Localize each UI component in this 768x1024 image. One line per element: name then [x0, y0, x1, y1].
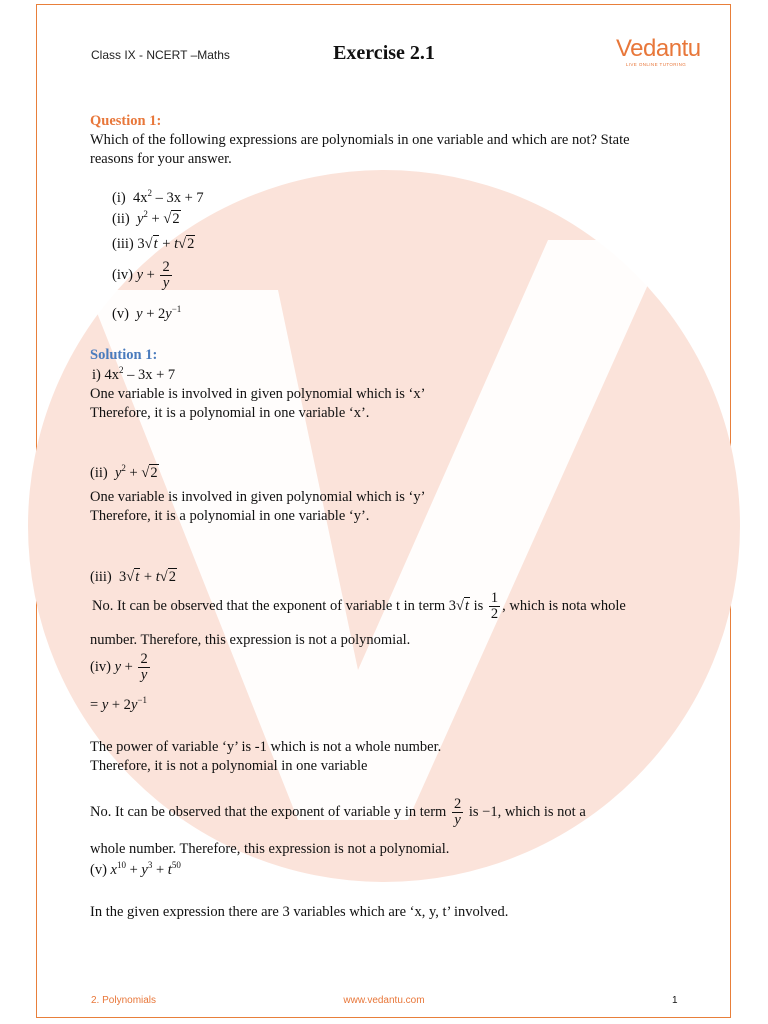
- question-heading: Question 1:: [90, 113, 162, 129]
- solution-part-iv-line-1: The power of variable ‘y’ is -1 which is not a whole number.: [90, 739, 442, 755]
- solution-part-iii-line-1: No. It can be observed that the exponent of variable t in term 3√t is $\frac{1}{2}$ , which is nota whole: [92, 590, 626, 622]
- solution-part-i-line-2: Therefore, it is a polynomial in one variable ‘x’.: [90, 405, 370, 421]
- solution-part-iii-line-2: number. Therefore, this expression is not a polynomial.: [90, 632, 411, 648]
- item-label: (ii): [112, 211, 130, 227]
- solution-part-iv-line-2: Therefore, it is not a polynomial in one variable: [90, 758, 368, 774]
- footer-chapter: 2. Polynomials: [91, 995, 157, 1006]
- item-label: (iii): [112, 236, 134, 252]
- question-item-v: (v) $y + 2y^{-1}$: [112, 304, 182, 322]
- question-item-iii: (iii) 3√t + t√2: [112, 236, 195, 252]
- footer-website-link[interactable]: www.vedantu.com: [343, 995, 425, 1006]
- solution-part-iv-line-3: No. It can be observed that the exponent of variable y in term $\frac{2}{y}$ is −1, which is not a: [90, 796, 586, 828]
- footer-page-number: 1: [672, 995, 678, 1006]
- solution-part-v-expr: (v) $x^{10} + y^3 + t^{50}$: [90, 860, 181, 878]
- item-label: (v): [112, 306, 129, 322]
- question-text-line-2: reasons for your answer.: [90, 151, 232, 167]
- solution-heading: Solution 1:: [90, 347, 158, 363]
- solution-part-iv-expr-2: = $y + 2y^{-1}$: [90, 695, 147, 713]
- item-label: (i): [112, 190, 126, 206]
- solution-part-i-line-1: One variable is involved in given polynomial which is ‘x’: [90, 386, 426, 402]
- question-item-ii: (ii) $y^2 + √2$: [112, 209, 180, 227]
- solution-part-iii-expr: (iii) 3√t + t√2: [90, 569, 176, 585]
- solution-part-iv-line-4: whole number. Therefore, this expression is not a polynomial.: [90, 841, 450, 857]
- question-text-line-1: Which of the following expressions are polynomials in one variable and which are not? State: [90, 132, 630, 148]
- logo-tagline: LIVE ONLINE TUTORING: [625, 62, 687, 67]
- solution-part-v-line-1: In the given expression there are 3 variables which are ‘x, y, t’ involved.: [90, 904, 509, 920]
- question-item-iv: (iv) y + $\frac{2}{y}$: [112, 259, 170, 291]
- solution-part-iv-expr: (iv) y + $\frac{2}{y}$: [90, 651, 148, 683]
- item-label: (iv): [112, 266, 133, 283]
- solution-part-ii-line-1: One variable is involved in given polynomial which is ‘y’: [90, 489, 426, 505]
- vedantu-logo: [616, 35, 701, 67]
- course-label: Class IX - NCERT –Maths: [91, 48, 230, 62]
- solution-part-ii-expr: (ii) $y^2 + √2$: [90, 463, 158, 481]
- page-title: Exercise 2.1: [333, 42, 435, 64]
- question-item-i: (i) $4x^2 - 3x + 7$: [112, 188, 204, 206]
- logo-wordmark: Vedantu: [616, 35, 701, 62]
- solution-part-ii-line-2: Therefore, it is a polynomial in one variable ‘y’.: [90, 508, 370, 524]
- solution-part-i-expr: i) $4x^2 - 3x + 7$: [92, 365, 176, 383]
